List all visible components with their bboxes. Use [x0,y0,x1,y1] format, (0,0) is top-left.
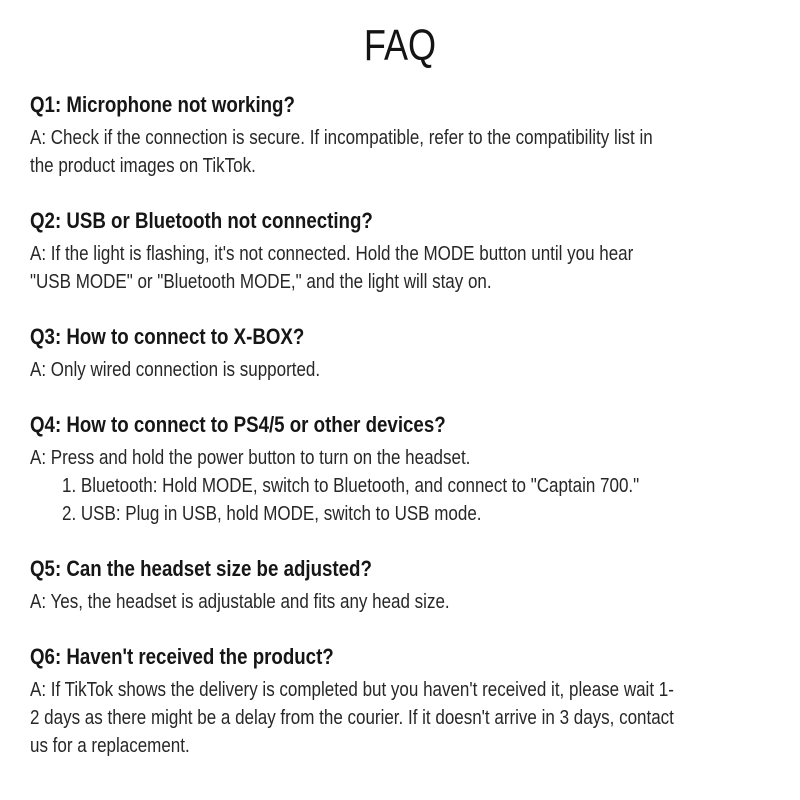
faq-answer-line: A: Press and hold the power button to turn on the headset. [30,447,471,469]
faq-question: Q5: Can the headset size be adjusted? [30,556,372,581]
faq-question: Q2: USB or Bluetooth not connecting? [30,208,373,233]
faq-question: Q4: How to connect to PS4/5 or other devices? [30,412,446,437]
faq-item-q6 [30,642,770,760]
faq-question: Q3: How to connect to X-BOX? [30,324,305,349]
faq-answer-line: 2 days as there might be a delay from the courier. If it doesn't arrive in 3 days, contact [30,707,674,729]
faq-item-q1 [30,90,770,180]
faq-question: Q6: Haven't received the product? [30,644,334,669]
faq-answer-line: A: Yes, the headset is adjustable and fits any head size. [30,591,450,613]
faq-answer-numbered-line: 1. Bluetooth: Hold MODE, switch to Bluetooth, and connect to "Captain 700." [62,475,640,497]
faq-answer-line: A: Only wired connection is supported. [30,359,321,381]
faq-answer-line: A: Check if the connection is secure. If incompatible, refer to the compatibility list in [30,127,653,149]
faq-answer-line: the product images on TikTok. [30,155,256,177]
faq-item-q5 [30,554,770,616]
faq-item-q3 [30,322,770,384]
faq-answer-line: "USB MODE" or "Bluetooth MODE," and the light will stay on. [30,271,492,293]
faq-answer-line: A: If the light is flashing, it's not connected. Hold the MODE button until you hear [30,243,634,265]
page-title: FAQ [363,21,437,70]
faq-question: Q1: Microphone not working? [30,92,295,117]
faq-answer-line: A: If TikTok shows the delivery is completed but you haven't received it, please wait 1- [30,679,674,701]
faq-answer-numbered-line: 2. USB: Plug in USB, hold MODE, switch to USB mode. [62,503,482,525]
faq-item-q4 [30,410,770,528]
faq-answer-line: us for a replacement. [30,735,190,757]
faq-item-q2 [30,206,770,296]
